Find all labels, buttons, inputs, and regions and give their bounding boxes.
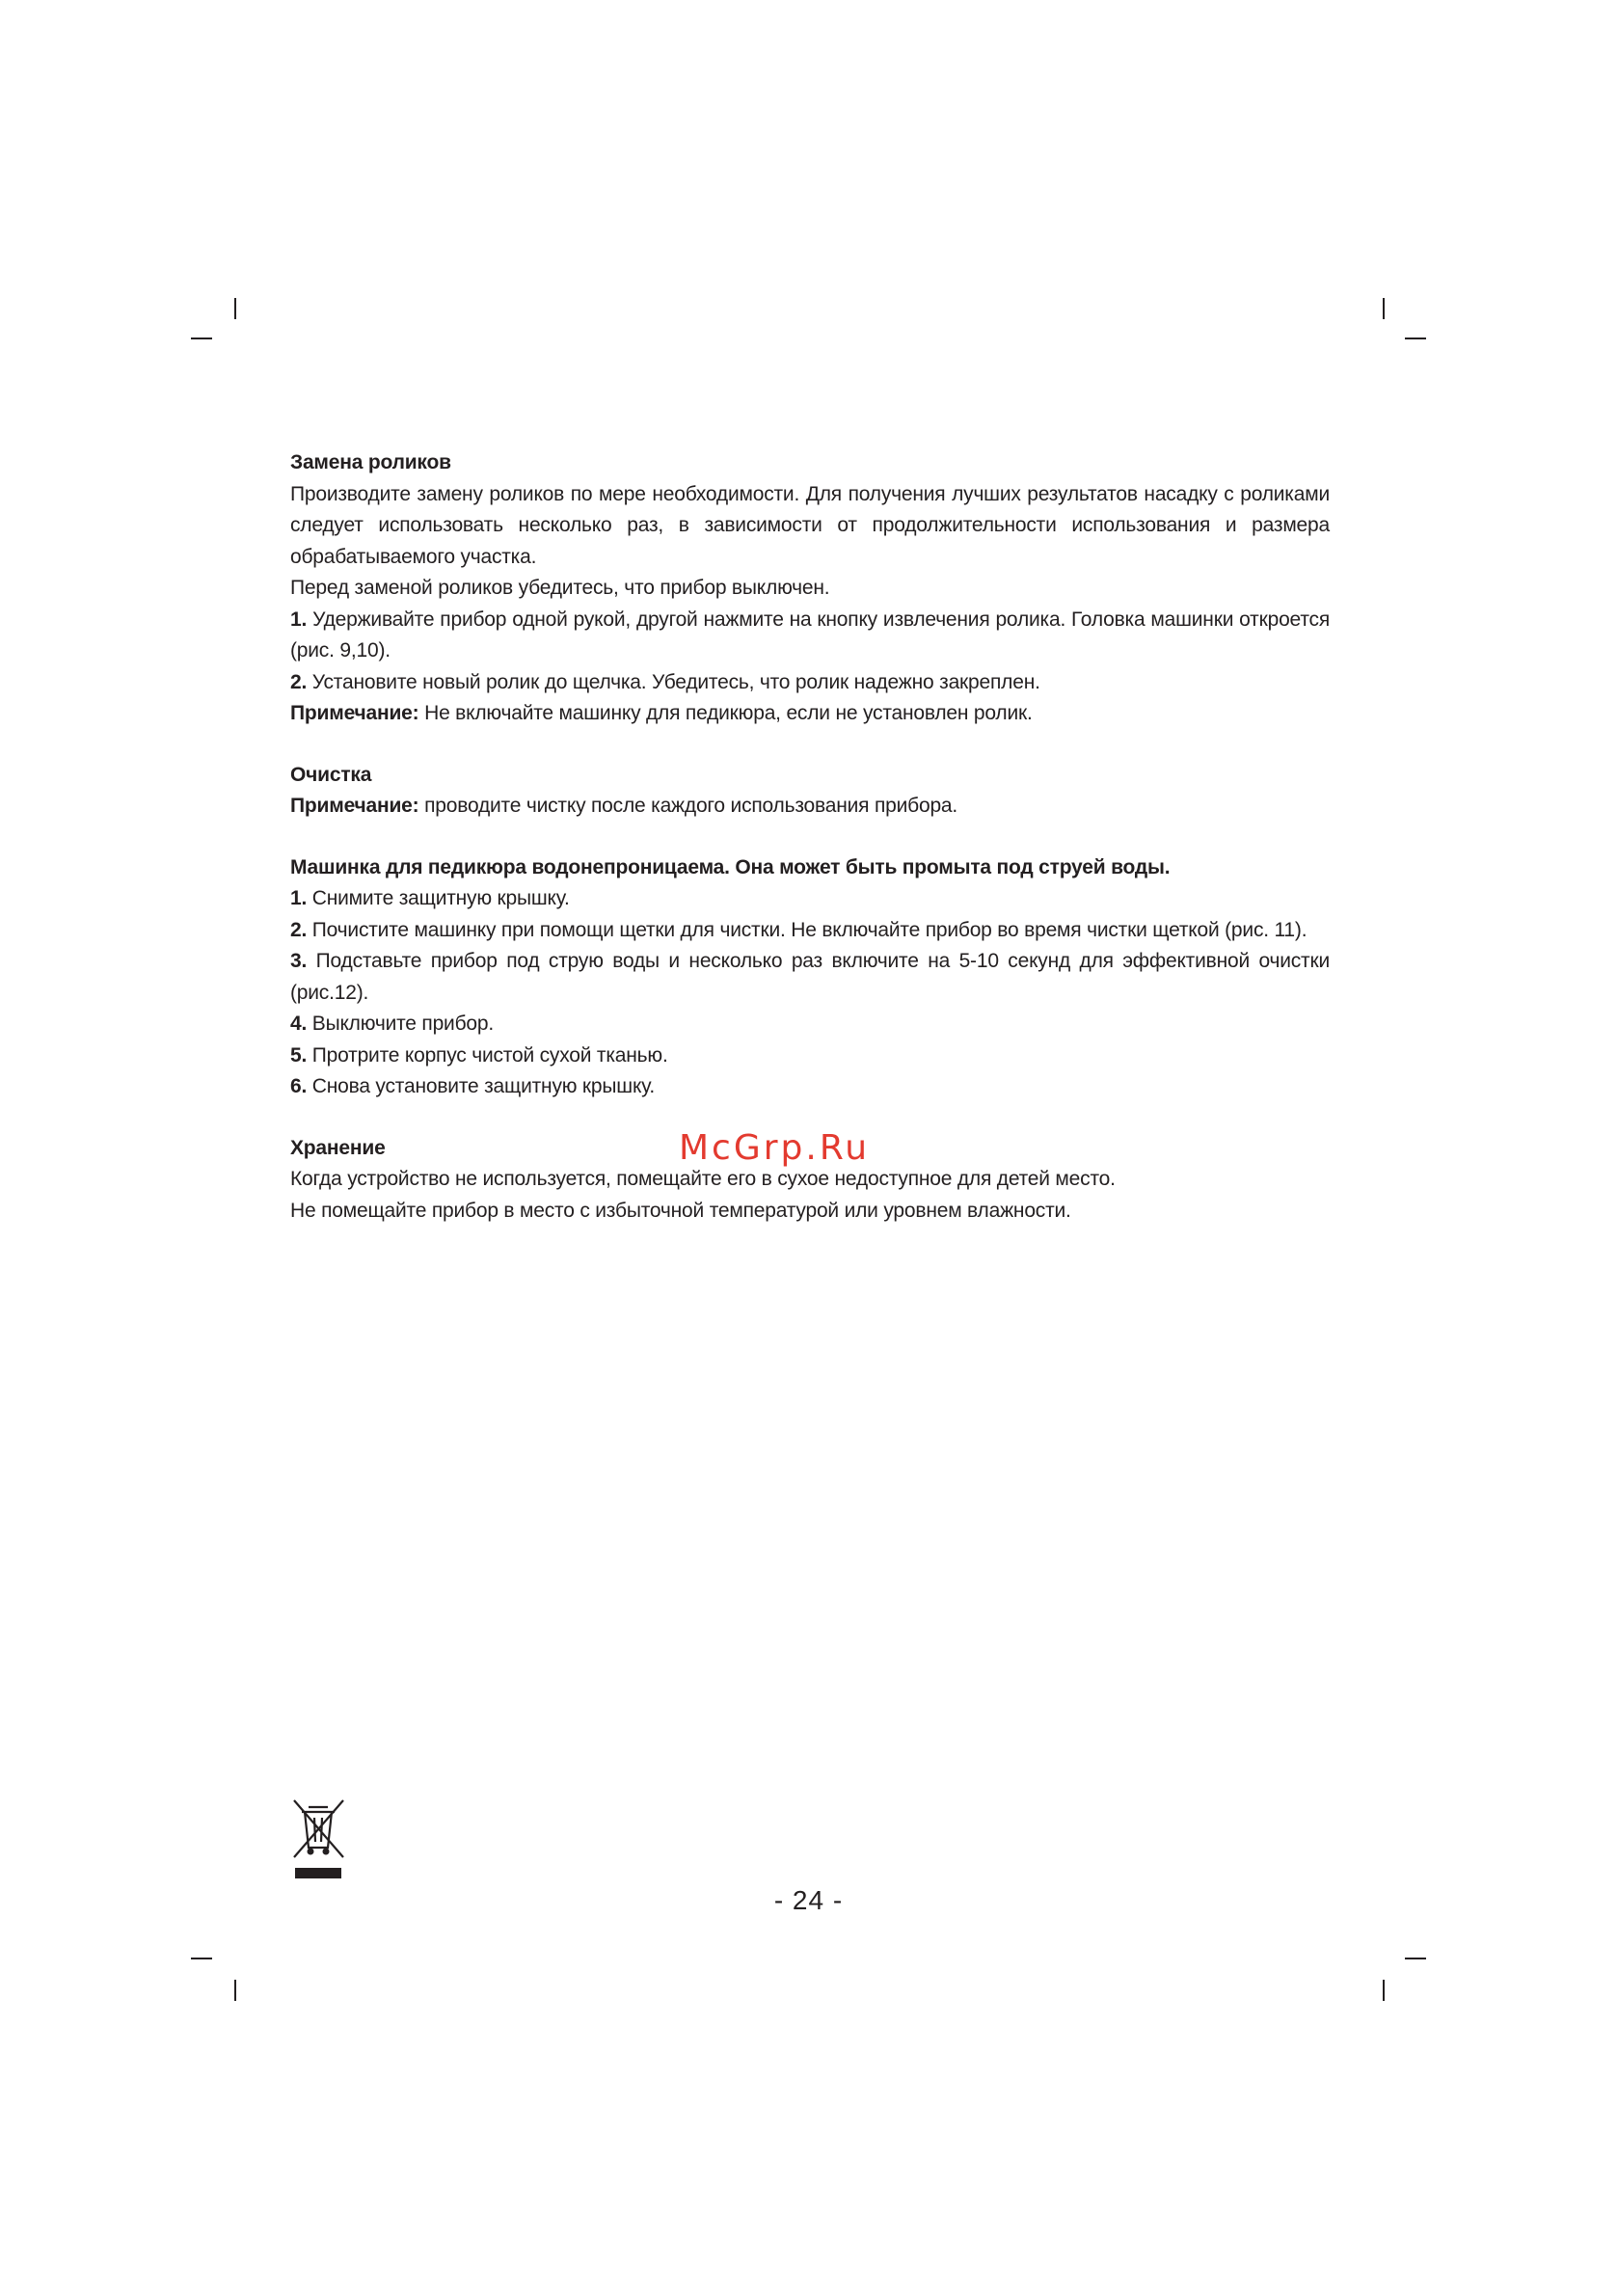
crop-mark-bottom-right-vertical [1383, 1980, 1385, 2001]
crop-mark-bottom-right-horizontal [1405, 1958, 1426, 1959]
manual-text [290, 447, 1330, 1227]
cleaning-note [290, 791, 1330, 823]
storage-paragraph-1: Когда устройство не используется, помещайте его в сухое недоступное для детей место. [290, 1168, 1116, 1190]
rollers-step-1 [290, 605, 1330, 667]
step-text: Снимите защитную крышку. [307, 887, 570, 909]
cleaning-heading: Очистка [290, 763, 372, 786]
crop-mark-top-left-horizontal [191, 338, 212, 339]
step-text: Протрите корпус чистой сухой тканью. [307, 1043, 668, 1067]
rollers-note [290, 698, 1330, 730]
step-text: Подставьте прибор под струю воды и несколько раз включите на 5-10 секунд для эффективной очистки (рис.12). [290, 950, 1330, 1004]
step-number: 3. [290, 950, 308, 972]
cleaning-step-3 [290, 946, 1330, 1009]
step-number: 5. [290, 1043, 308, 1067]
cleaning-step-5 [290, 1040, 1330, 1072]
watermark: McGrp.Ru [679, 1128, 871, 1168]
cleaning-step-4 [290, 1009, 1330, 1040]
step-number: 1. [290, 608, 308, 631]
note-text: проводите чистку после каждого использования прибора. [418, 795, 958, 817]
crop-mark-bottom-left-vertical [234, 1980, 236, 2001]
crop-mark-bottom-left-horizontal [191, 1958, 212, 1959]
step-number: 4. [290, 1013, 308, 1035]
step-text: Почистите машинку при помощи щетки для чистки. Не включайте прибор во время чистки щеткой (рис. 11). [307, 918, 1307, 941]
rollers-precaution: Перед заменой роликов убедитесь, что прибор выключен. [290, 577, 830, 599]
page-number: - 24 - [773, 1885, 844, 1915]
step-text: Снова установите защитную крышку. [307, 1075, 655, 1097]
step-number: 2. [290, 670, 308, 693]
crossed-out-wheelie-bin-icon [289, 1797, 347, 1880]
step-text: Установите новый ролик до щелчка. Убедитесь, что ролик надежно закреплен. [307, 670, 1040, 693]
crop-mark-top-left-vertical [234, 298, 236, 319]
step-text: Выключите прибор. [307, 1013, 494, 1035]
note-label: Примечание: [290, 795, 419, 817]
rollers-heading: Замена роликов [290, 451, 451, 473]
cleaning-step-1 [290, 883, 1330, 915]
note-text: Не включайте машинку для педикюра, если не установлен ролик. [418, 702, 1033, 724]
rollers-paragraph: Производите замену роликов по мере необходимости. Для получения лучших результатов насадку с роликами следует использовать несколько раз, в зависимости от продолжительности использования и размера обрабатываемого участка. [290, 482, 1330, 568]
note-label: Примечание: [290, 702, 419, 724]
crop-mark-top-right-vertical [1383, 298, 1385, 319]
step-number: 2. [290, 918, 308, 941]
step-text: Удерживайте прибор одной рукой, другой нажмите на кнопку извлечения ролика. Головка машинки откроется (рис. 9,10). [290, 608, 1330, 662]
step-number: 1. [290, 887, 308, 909]
cleaning-step-2 [290, 915, 1330, 947]
cleaning-step-6 [290, 1071, 1330, 1103]
storage-paragraph-2: Не помещайте прибор в место с избыточной температурой или уровнем влажности. [290, 1199, 1071, 1222]
crop-mark-top-right-horizontal [1405, 338, 1426, 339]
waterproof-heading: Машинка для педикюра водонепроницаема. Она может быть промыта под струей воды. [290, 855, 1171, 878]
rollers-step-2 [290, 667, 1330, 699]
storage-heading: Хранение [290, 1136, 386, 1159]
step-number: 6. [290, 1075, 308, 1097]
